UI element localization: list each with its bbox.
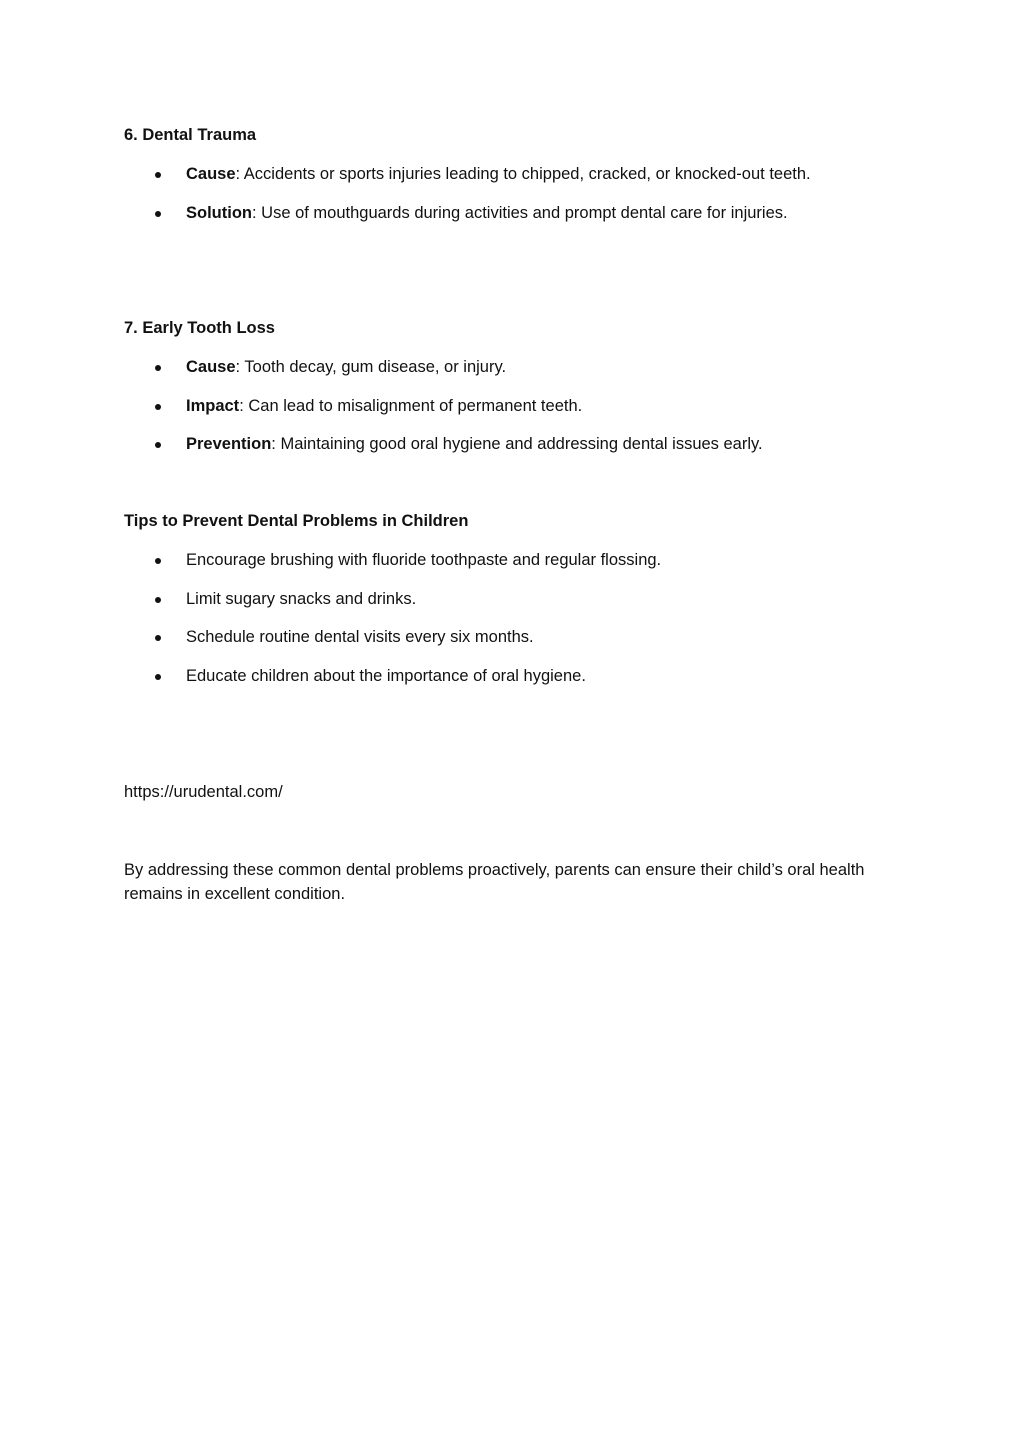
list-item [186, 203, 788, 223]
list-item-term: Solution [186, 204, 252, 222]
bullet-icon [155, 365, 161, 371]
section-heading-early-tooth-loss: 7. Early Tooth Loss [124, 319, 275, 337]
bullet-icon [155, 635, 161, 641]
section-heading-tips: Tips to Prevent Dental Problems in Children [124, 512, 469, 530]
list-item-text: : Use of mouthguards during activities and prompt dental care for injuries. [251, 204, 788, 222]
list-item [186, 357, 506, 377]
website-link[interactable]: https://urudental.com/ [124, 783, 283, 801]
list-item: Limit sugary snacks and drinks. [186, 590, 417, 608]
list-item: Educate children about the importance of oral hygiene. [186, 667, 586, 685]
list-item [186, 164, 811, 184]
list-item-term: Prevention [186, 435, 272, 453]
list-item-text: : Accidents or sports injuries leading to chipped, cracked, or knocked-out teeth. [235, 165, 811, 183]
list-item-term: Impact [186, 397, 240, 415]
list-item [186, 434, 763, 454]
bullet-icon [155, 597, 161, 603]
list-item [186, 396, 582, 416]
bullet-icon [155, 674, 161, 680]
bullet-icon [155, 442, 161, 448]
list-item-term: Cause [186, 358, 236, 376]
list-item: Encourage brushing with fluoride toothpaste and regular flossing. [186, 551, 662, 569]
section-heading-dental-trauma: 6. Dental Trauma [124, 126, 257, 144]
bullet-icon [155, 558, 161, 564]
list-item-term: Cause [186, 165, 236, 183]
list-item: Schedule routine dental visits every six months. [186, 628, 534, 646]
bullet-icon [155, 404, 161, 410]
closing-paragraph: By addressing these common dental problems proactively, parents can ensure their child’s oral health remains in excellent condition. [124, 861, 865, 903]
list-item-text: : Maintaining good oral hygiene and addressing dental issues early. [271, 435, 763, 453]
list-item-text: : Can lead to misalignment of permanent teeth. [239, 397, 583, 415]
bullet-icon [155, 211, 161, 217]
list-item-text: : Tooth decay, gum disease, or injury. [235, 358, 507, 376]
bullet-icon [155, 172, 161, 178]
